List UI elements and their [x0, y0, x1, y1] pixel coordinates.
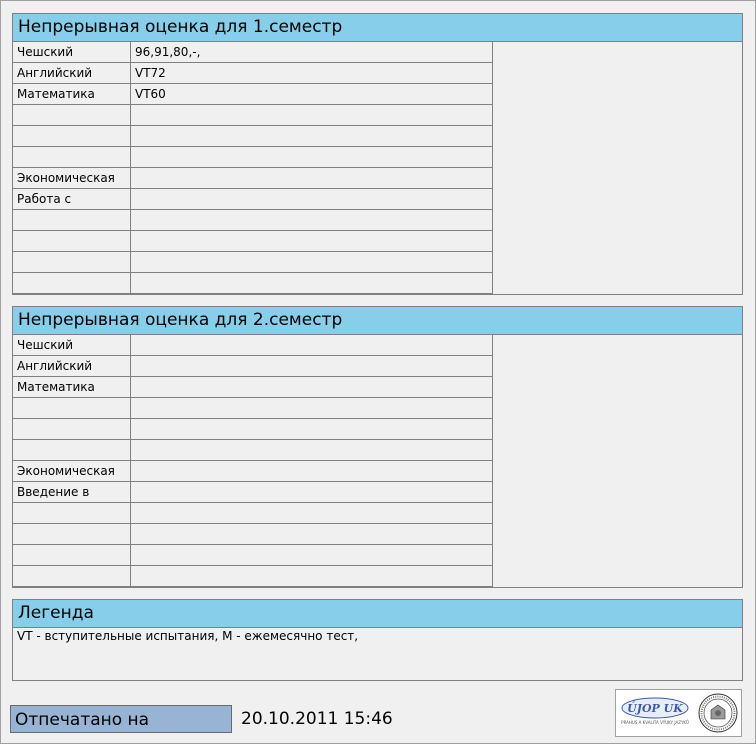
subject-cell: Математика: [13, 84, 131, 105]
grade-cell: [131, 524, 493, 545]
grade-cell: [131, 105, 493, 126]
udoluk-logo-icon: [620, 696, 690, 734]
subject-cell: [13, 210, 131, 231]
semester1-title: Непрерывная оценка для 1.семестр: [13, 14, 742, 42]
subject-cell: [13, 524, 131, 545]
subject-cell: [13, 566, 131, 587]
grade-cell: [131, 210, 493, 231]
grade-cell: [131, 231, 493, 252]
subject-cell: [13, 545, 131, 566]
subject-cell: [13, 231, 131, 252]
legend-panel: [12, 599, 743, 681]
subject-cell: [13, 503, 131, 524]
subject-cell: [13, 273, 131, 294]
table-row: [13, 440, 493, 461]
grade-cell: [131, 503, 493, 524]
grade-cell: [131, 147, 493, 168]
subject-cell: [13, 252, 131, 273]
grade-cell: [131, 461, 493, 482]
subject-cell: Экономическая: [13, 461, 131, 482]
subject-cell: Чешский: [13, 42, 131, 63]
legend-title: Легенда: [13, 600, 742, 628]
grade-cell: 96,91,80,-,: [131, 42, 493, 63]
grade-cell: [131, 482, 493, 503]
table-row: [13, 210, 493, 231]
table-row: [13, 252, 493, 273]
subject-cell: Английский: [13, 356, 131, 377]
subject-cell: Математика: [13, 377, 131, 398]
table-row: [13, 189, 493, 210]
subject-cell: [13, 398, 131, 419]
printed-on-label: Отпечатано на: [10, 705, 232, 733]
subject-cell: [13, 105, 131, 126]
table-row: [13, 419, 493, 440]
semester1-panel: [12, 13, 743, 295]
printed-on-value: 20.10.2011 15:46: [241, 709, 393, 729]
grade-cell: [131, 566, 493, 587]
university-seal-icon: [698, 693, 738, 733]
table-row: [13, 356, 493, 377]
svg-text:PRAHUS A KVALITA VÝUKY JAZYKŮ: PRAHUS A KVALITA VÝUKY JAZYKŮ: [621, 720, 689, 725]
grade-cell: [131, 126, 493, 147]
grade-cell: VT60: [131, 84, 493, 105]
table-row: [13, 231, 493, 252]
table-row: [13, 147, 493, 168]
grade-cell: [131, 440, 493, 461]
subject-cell: Чешский: [13, 335, 131, 356]
semester2-table: [13, 335, 493, 587]
semester1-table: [13, 42, 493, 294]
subject-cell: [13, 440, 131, 461]
table-row: [13, 42, 493, 63]
grade-cell: [131, 419, 493, 440]
table-row: [13, 273, 493, 294]
grade-cell: [131, 398, 493, 419]
subject-cell: Работа с: [13, 189, 131, 210]
table-row: [13, 63, 493, 84]
grade-cell: [131, 356, 493, 377]
table-row: [13, 84, 493, 105]
grade-cell: [131, 252, 493, 273]
subject-cell: [13, 419, 131, 440]
grade-cell: VT72: [131, 63, 493, 84]
grade-cell: [131, 335, 493, 356]
grade-cell: [131, 189, 493, 210]
table-row: [13, 503, 493, 524]
table-row: [13, 335, 493, 356]
subject-cell: Английский: [13, 63, 131, 84]
table-row: [13, 398, 493, 419]
grade-cell: [131, 168, 493, 189]
table-row: [13, 524, 493, 545]
table-row: [13, 566, 493, 587]
table-row: [13, 126, 493, 147]
subject-cell: [13, 147, 131, 168]
grade-cell: [131, 377, 493, 398]
subject-cell: Экономическая: [13, 168, 131, 189]
table-row: [13, 168, 493, 189]
grade-cell: [131, 273, 493, 294]
svg-text:ÚJOP UK: ÚJOP UK: [627, 702, 683, 715]
table-row: [13, 461, 493, 482]
grade-cell: [131, 545, 493, 566]
table-row: [13, 105, 493, 126]
subject-cell: Введение в: [13, 482, 131, 503]
table-row: [13, 377, 493, 398]
table-row: [13, 545, 493, 566]
semester2-panel: [12, 306, 743, 588]
subject-cell: [13, 126, 131, 147]
legend-text: VT - вступительные испытания, M - ежемесячно тест,: [17, 629, 359, 643]
logos-box: [615, 689, 742, 737]
semester2-title: Непрерывная оценка для 2.семестр: [13, 307, 742, 335]
table-row: [13, 482, 493, 503]
